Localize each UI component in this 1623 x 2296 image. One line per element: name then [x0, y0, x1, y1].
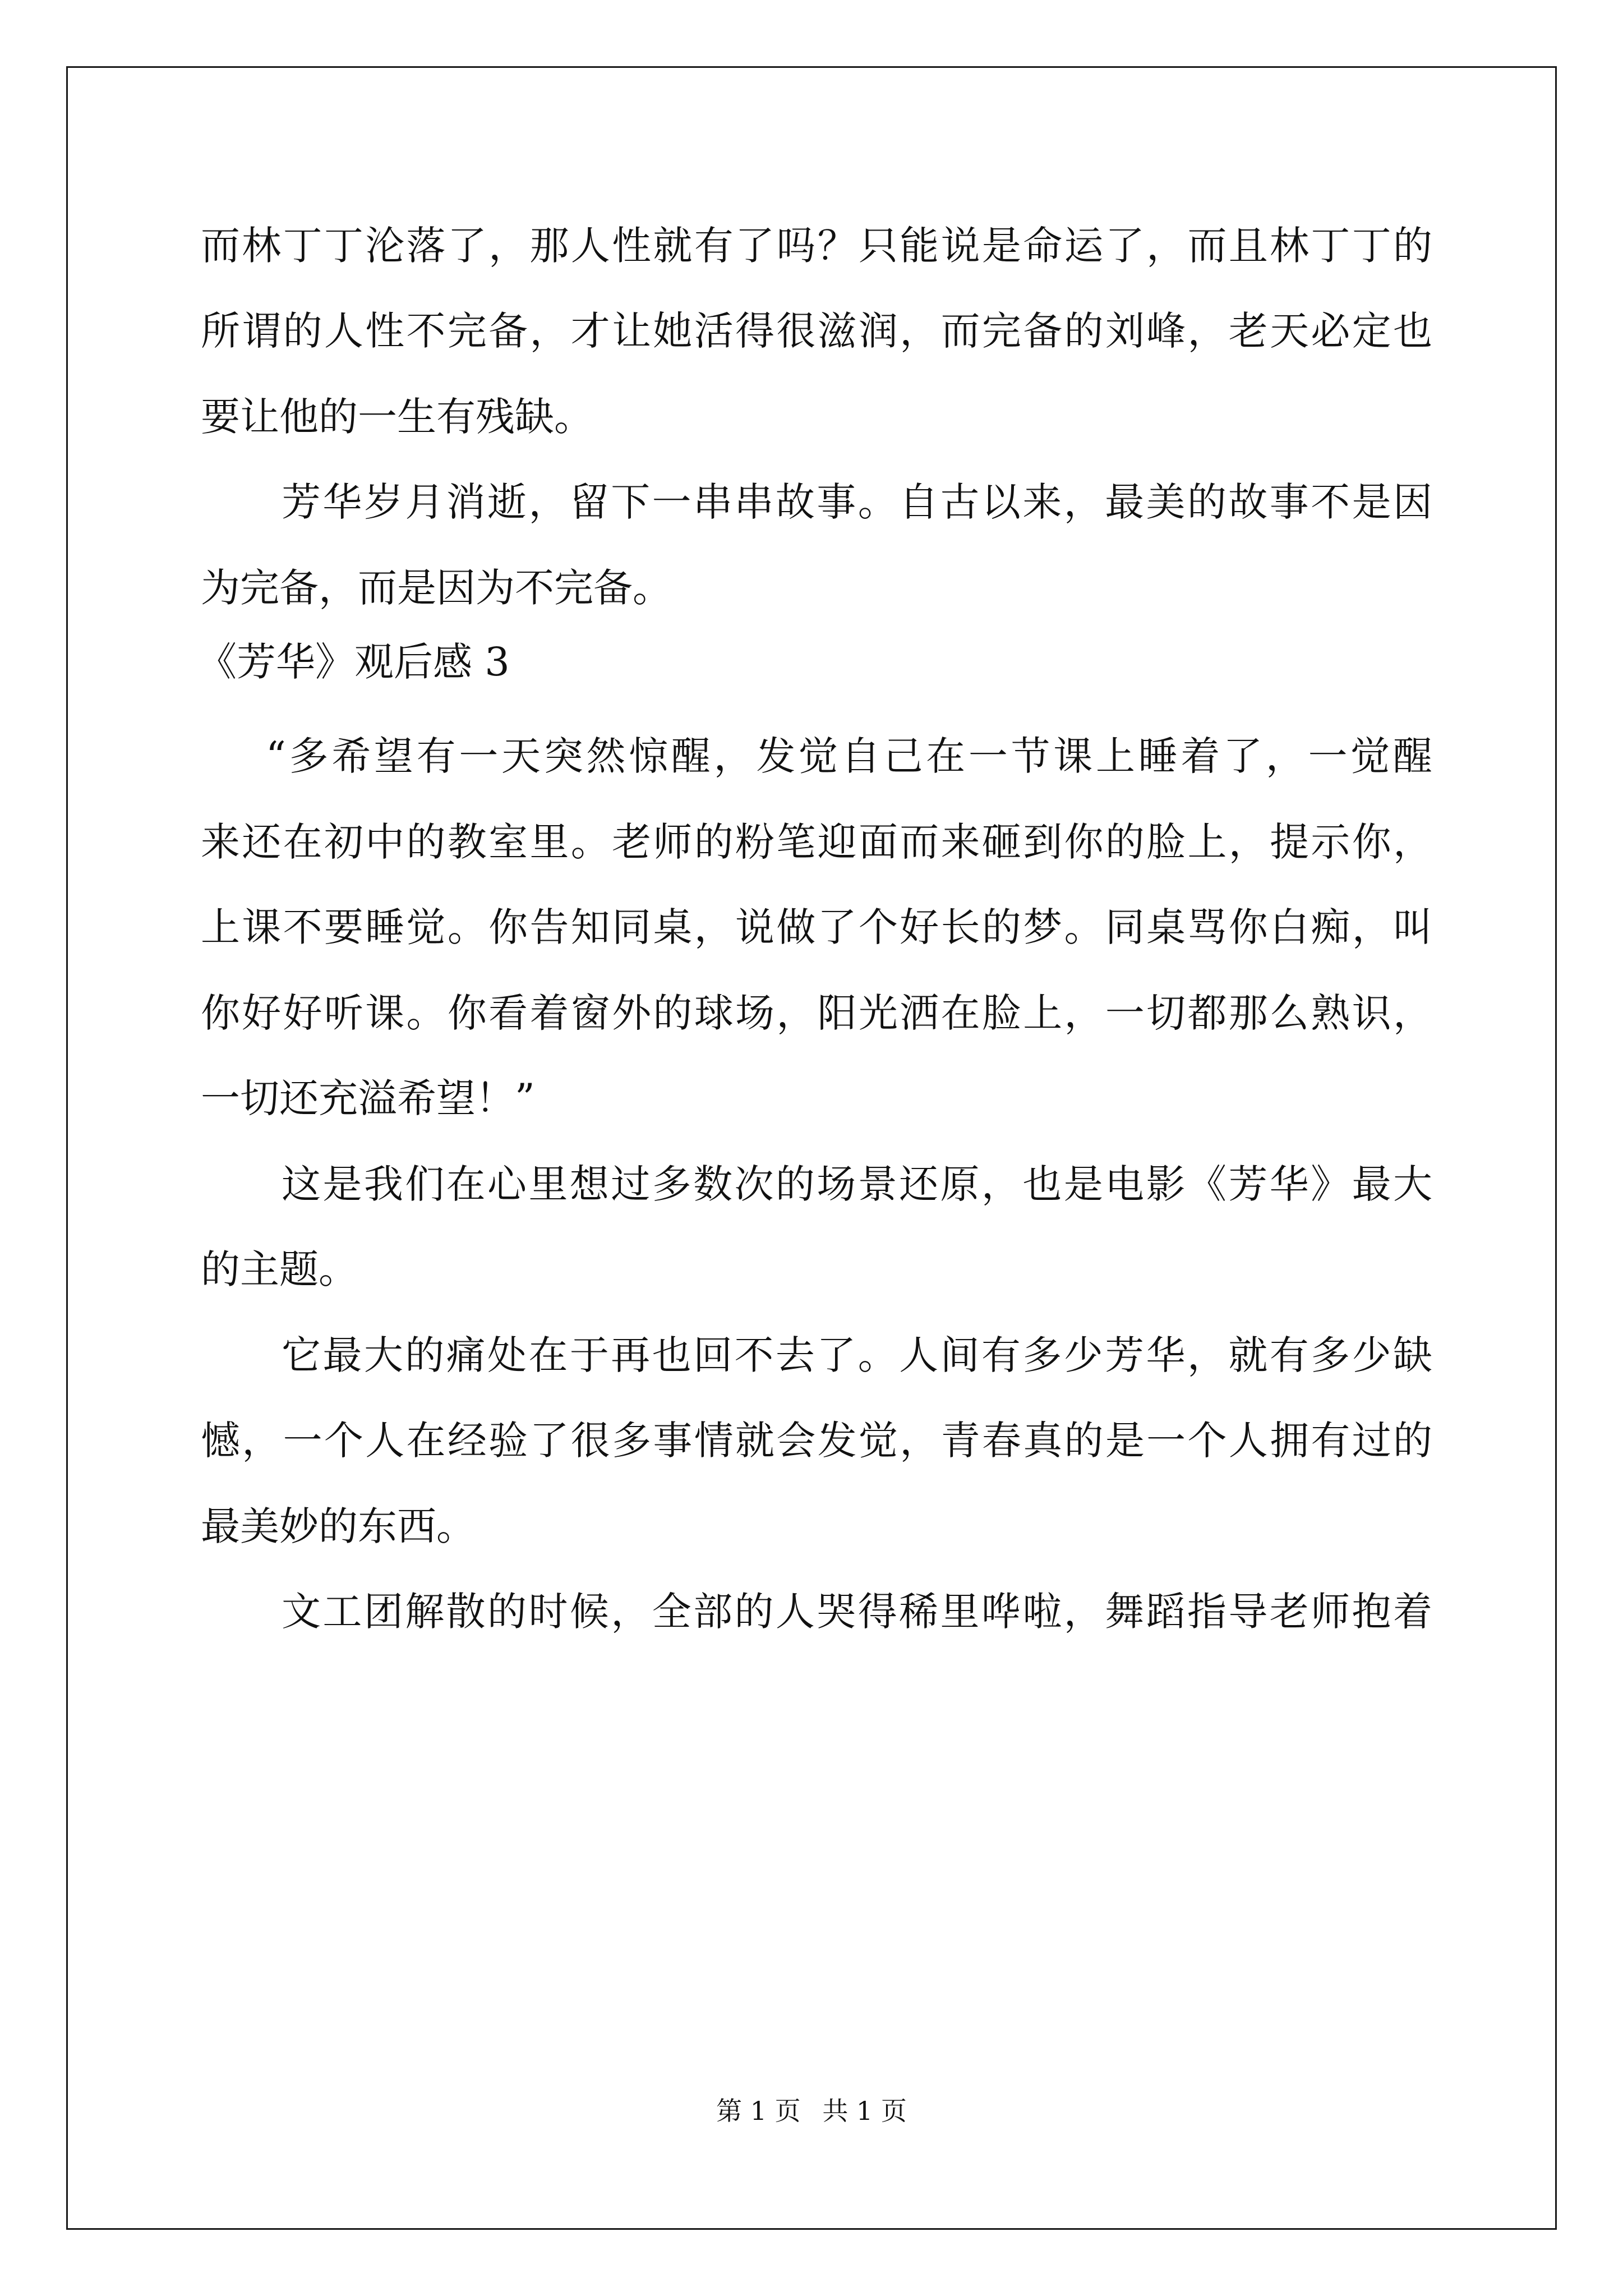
text-line: 要让他的一生有残缺。: [201, 394, 593, 440]
text-line: 上课不要睡觉。你告知同桌，说做了个好长的梦。同桌骂你白痴，叫: [201, 904, 1432, 950]
text-line: 憾，一个人在经验了很多事情就会发觉，青春真的是一个人拥有过的: [201, 1418, 1432, 1464]
text-line: 为完备，而是因为不完备。: [201, 565, 672, 611]
page-number: 第 1 页: [716, 2096, 801, 2126]
text-line: 而林丁丁沦落了，那人性就有了吗？只能说是命运了，而且林丁丁的: [201, 223, 1432, 269]
paragraph-first-line: 文工团解散的时候，全部的人哭得稀里哗啦，舞蹈指导老师抱着: [282, 1589, 1432, 1635]
page-total: 共 1 页: [822, 2096, 907, 2126]
section-heading: 《芳华》观后感 3: [197, 639, 510, 685]
text-line: 你好好听课。你看着窗外的球场，阳光洒在脸上，一切都那么熟识，: [201, 990, 1432, 1036]
page-footer: [0, 2094, 1623, 2128]
paragraph-first-line: 芳华岁月消逝，留下一串串故事。自古以来，最美的故事不是因: [282, 479, 1432, 525]
paragraph-first-line: “多希望有一天突然惊醒，发觉自己在一节课上睡着了，一觉醒: [266, 733, 1432, 779]
text-line: 来还在初中的教室里。老师的粉笔迎面而来砸到你的脸上，提示你，: [201, 819, 1432, 865]
text-line: 一切还充溢希望！”: [201, 1075, 535, 1121]
paragraph-first-line: 它最大的痛处在于再也回不去了。人间有多少芳华，就有多少缺: [282, 1332, 1432, 1378]
text-line: 的主题。: [201, 1246, 358, 1292]
paragraph-first-line: 这是我们在心里想过多数次的场景还原，也是电影《芳华》最大: [282, 1161, 1432, 1207]
text-line: 所谓的人性不完备，才让她活得很滋润，而完备的刘峰，老天必定也: [201, 308, 1432, 354]
text-line: 最美妙的东西。: [201, 1503, 476, 1549]
